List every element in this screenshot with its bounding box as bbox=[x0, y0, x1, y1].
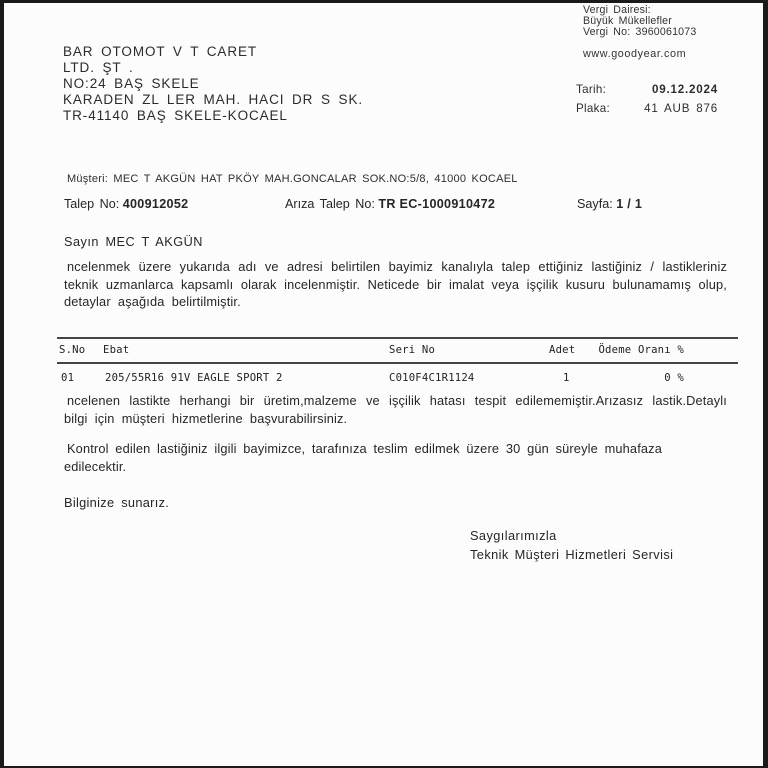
plate-row bbox=[576, 102, 718, 115]
cell-adet: 1 bbox=[563, 372, 570, 384]
page-value: 1 / 1 bbox=[616, 197, 643, 211]
plate-label: Plaka: bbox=[576, 102, 611, 115]
signoff-regards: Saygılarımızla bbox=[470, 528, 557, 543]
tax-office-block bbox=[583, 5, 696, 38]
signoff-block bbox=[470, 527, 673, 564]
scan-edge-left bbox=[0, 0, 4, 768]
closing-note: Bilginize sunarız. bbox=[64, 495, 170, 510]
letter-paragraph-1: ncelenmek üzere yukarıda adı ve adresi belirtilen bayimiz kanalıyla talep ettiğiniz lastiğiniz / lastikleriniz teknik uzmanlarca kapsamlı olarak incelenmiştir. Neticede bir imalat veya işçilik kusuru bulunamamış olup, detaylar aşağıda belirtilmiştir. bbox=[64, 259, 727, 310]
request-no bbox=[64, 197, 188, 211]
dealer-address-block bbox=[63, 44, 363, 124]
tax-office-line: Vergi Dairesi: bbox=[583, 4, 651, 16]
date-row bbox=[576, 83, 718, 96]
date-value: 09.12.2024 bbox=[651, 83, 718, 96]
request-no-label: Talep No: bbox=[64, 197, 120, 211]
letter-paragraph-3: Kontrol edilen lastiğiniz ilgili bayimizce, tarafınıza teslim edilmek üzere 30 gün süreyle muhafaza edilecektir. bbox=[64, 441, 662, 474]
col-header-sno: S.No bbox=[59, 344, 86, 356]
page-indicator bbox=[577, 197, 642, 211]
letter-paragraph-2: ncelenen lastikte herhangi bir üretim,malzeme ve işçilik hatası tespit edilememiştir.Arızasız lastik.Detaylı bilgi için müşteri hizmetlerine başvurabilirsiniz. bbox=[64, 393, 727, 426]
table-rule-top bbox=[57, 337, 738, 339]
scan-edge-right bbox=[763, 0, 768, 768]
website-url: www.goodyear.com bbox=[583, 48, 687, 60]
col-header-odeme: Ödeme Oranı % bbox=[598, 344, 684, 356]
plate-value: 41 AUB 876 bbox=[644, 102, 718, 115]
col-header-ebat: Ebat bbox=[103, 344, 130, 356]
cell-ebat: 205/55R16 91V EAGLE SPORT 2 bbox=[105, 372, 283, 384]
dealer-address-line: TR-41140 BAŞ SKELE-KOCAEL bbox=[63, 107, 288, 123]
fault-request-no bbox=[285, 197, 495, 211]
cell-sno: 01 bbox=[61, 372, 75, 384]
col-header-adet: Adet bbox=[549, 344, 576, 356]
dealer-address-line: BAR OTOMOT V T CARET bbox=[63, 44, 258, 59]
dealer-address-line: KARADEN ZL LER MAH. HACI DR S SK. bbox=[63, 91, 364, 107]
dealer-address-line: LTD. ŞT . bbox=[63, 59, 134, 75]
request-no-value: 400912052 bbox=[122, 197, 189, 211]
cell-odeme: 0 % bbox=[664, 372, 684, 384]
fault-request-no-value: TR EC-1000910472 bbox=[378, 197, 496, 211]
dealer-address-line: NO:24 BAŞ SKELE bbox=[63, 75, 200, 91]
col-header-serino: Seri No bbox=[389, 344, 436, 356]
table-header-row bbox=[57, 344, 684, 356]
table-row bbox=[57, 372, 684, 384]
salutation: Sayın MEC T AKGÜN bbox=[64, 235, 203, 249]
table-rule-bottom bbox=[57, 362, 738, 364]
page-label: Sayfa: bbox=[577, 197, 613, 211]
cell-serino: C010F4C1R1124 bbox=[389, 372, 475, 384]
tax-number-line: Vergi No: 3960061073 bbox=[583, 26, 697, 38]
fault-request-no-label: Arıza Talep No: bbox=[285, 197, 375, 211]
scan-edge-top bbox=[0, 0, 768, 3]
date-label: Tarih: bbox=[576, 83, 607, 96]
customer-info-line: Müşteri: MEC T AKGÜN HAT PKÖY MAH.GONCALAR SOK.NO:5/8, 41000 KOCAEL bbox=[67, 173, 518, 185]
signoff-department: Teknik Müşteri Hizmetleri Servisi bbox=[470, 546, 674, 562]
tax-office-line: Büyük Mükellefler bbox=[583, 15, 673, 27]
reference-row bbox=[0, 197, 768, 213]
